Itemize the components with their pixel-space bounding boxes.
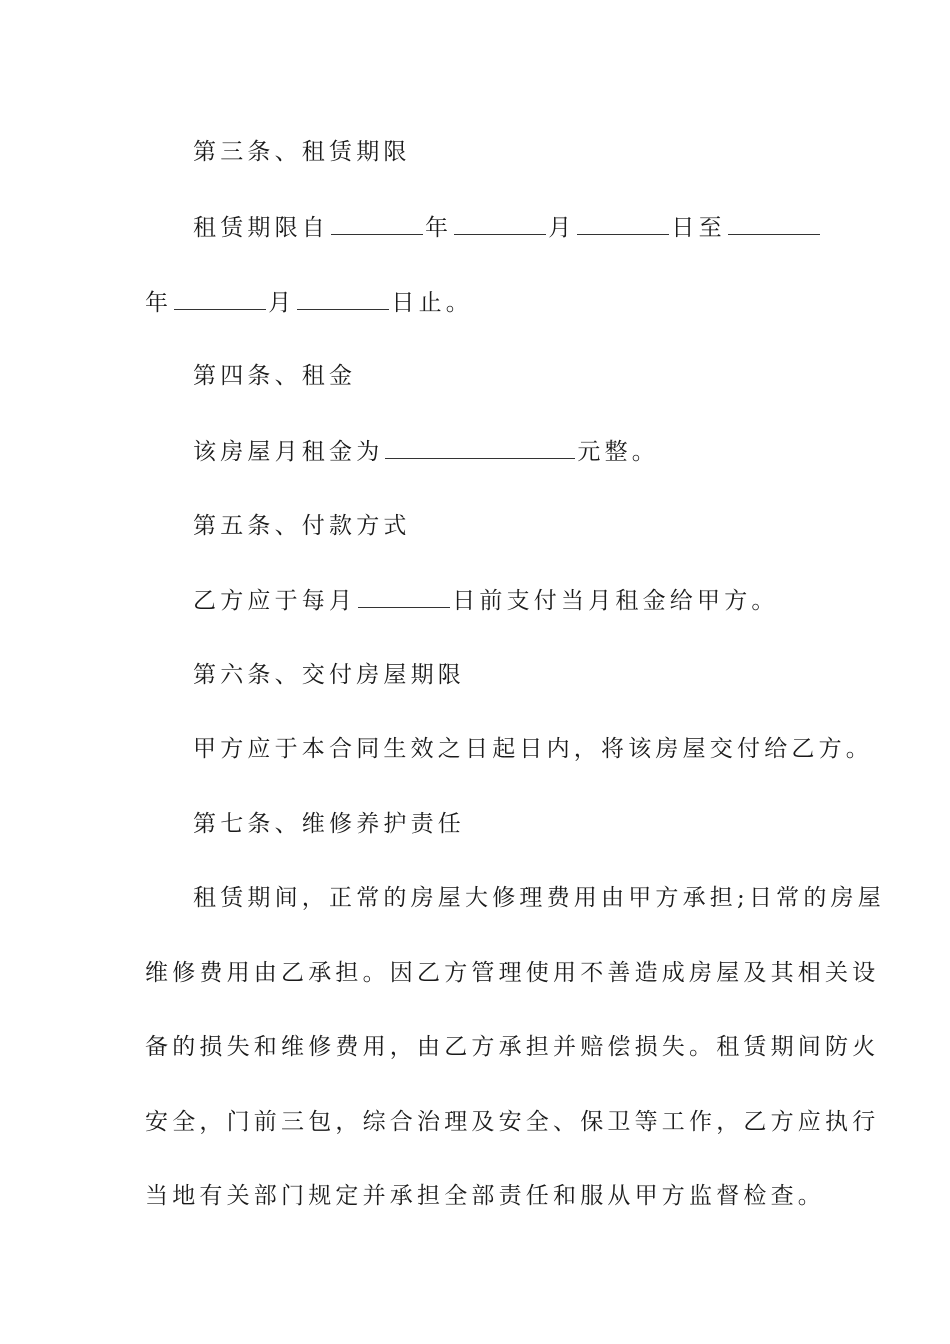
end-year-blank[interactable]	[728, 212, 820, 235]
term-start-label: 租赁期限自	[193, 215, 329, 241]
payment-label: 乙方应于每月	[193, 588, 357, 614]
article7-line1: 租赁期间，正常的房屋大修理费用由甲方承担;日常的房屋	[193, 885, 885, 911]
end-day-suffix: 日止。	[391, 290, 474, 316]
article3-term-line2	[145, 287, 810, 318]
article3-heading: 第三条、租赁期限	[193, 139, 411, 165]
article7-heading: 第七条、维修养护责任	[193, 811, 465, 837]
article3-term-line1	[193, 212, 858, 243]
article7-line3: 备的损失和维修费用，由乙方承担并赔偿损失。租赁期间防火	[145, 1034, 880, 1060]
start-day-blank[interactable]	[577, 212, 669, 235]
end-year-unit: 年	[145, 290, 173, 316]
start-year-unit: 年	[425, 215, 453, 241]
start-day-to: 日至	[671, 215, 726, 241]
article7-line5: 当地有关部门规定并承担全部责任和服从甲方监督检查。	[145, 1183, 825, 1209]
rent-suffix: 元整。	[577, 439, 660, 465]
start-month-blank[interactable]	[454, 212, 546, 235]
payment-suffix: 日前支付当月租金给甲方。	[452, 588, 779, 614]
article5-payment-line	[193, 585, 858, 616]
end-month-blank[interactable]	[174, 287, 266, 310]
rent-label: 该房屋月租金为	[193, 439, 384, 465]
rent-amount-blank[interactable]	[385, 436, 575, 459]
article7-line2: 维修费用由乙承担。因乙方管理使用不善造成房屋及其相关设	[145, 960, 880, 986]
end-month-unit: 月	[268, 290, 296, 316]
start-year-blank[interactable]	[331, 212, 423, 235]
start-month-unit: 月	[548, 215, 576, 241]
article7-line4: 安全，门前三包，综合治理及安全、保卫等工作，乙方应执行	[145, 1109, 880, 1135]
end-day-blank[interactable]	[297, 287, 389, 310]
article5-heading: 第五条、付款方式	[193, 513, 411, 539]
article6-heading: 第六条、交付房屋期限	[193, 662, 465, 688]
article6-text: 甲方应于本合同生效之日起日内，将该房屋交付给乙方。	[193, 736, 873, 762]
article4-rent-line	[193, 436, 858, 467]
article4-heading: 第四条、租金	[193, 363, 357, 389]
payment-day-blank[interactable]	[358, 585, 450, 608]
